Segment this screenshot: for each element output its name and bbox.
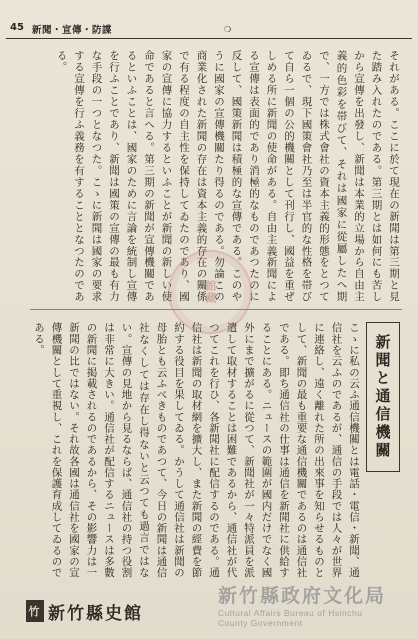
stamp-text: 館藏 — [204, 280, 217, 304]
watermark-en-line2: County Government — [218, 618, 303, 628]
page-header — [6, 22, 412, 39]
watermark-cn: 新竹縣政府文化局 — [218, 585, 387, 607]
page-number: 45 — [10, 22, 24, 33]
section-heading: 新聞と通信機關 — [366, 322, 400, 472]
footer-logo — [26, 596, 146, 626]
seal-icon: 竹 — [26, 600, 44, 622]
watermark-en-line1: Cultural Affairs Bureau of Hsinchu — [218, 608, 363, 618]
series-title: 新聞・宣傳・防諜 — [32, 25, 113, 36]
watermark — [218, 581, 414, 631]
header-mark-icon: ❍ — [224, 25, 232, 34]
body-text-lower: こゝに私の云ふ通信機關とは電話・電信・新聞、通信社を云ふのであるが、通信の手段では人々が世界に連絡し、遠く離れた所の出來事を知らせるものとして、新聞の最も重要な通信機關であるのは通信社である。即ち通信社の仕事は通信を新聞社に供給することにある。ニュースの範圍が國内だけでなく國外にまで擴がるに從つて、新聞社が一々特派員を派遣して取材することは困難であるから、通信社が代つてこれを行ひ、各新聞社に配信するのである。通信社は新聞の取材網を擴大し、また新聞の經費を節約する役目を果してゐる。かうして通信社は新聞の母胎とも云ふべきものであつて、今日の新聞は通信社なくしては存在し得ないと云つても過言ではない。宣傳の見地から見るならば、通信社の持つ役割は非常に大きい。通信社が配信するニュースは多數の新聞に掲載されるのであるから、その影響力は一新聞の比ではない。それ故各國は通信社を國家の宣傳機關として重視し、これを保護育成してゐるのである。 — [33, 322, 360, 578]
body-text-upper: それがある。ここに於て現在の新聞は第三期と見た踏み入れたのである。第三期とは如何にも苦しから宣傳を出發し、新聞は本業的立場から自由主義的色彩を帯びて、それは國家に從屬したへ期で、一方では株式會社の資本主義的形態をとつてゐるで、現下國策會社乃至は半官的な性格を帯びて自ら一個の公的機關として刊行し、國益を重ぜしめる所に新聞の使命がある。自由主義新聞による宣傳は表面的であり消極的なものであつたのに反して、國策新聞は積極的な宣傳である。このやうに國家の宣傳機關たり得るのである。勿論この商業化された新聞の存在は資本主義的存在の關係で有る程度の自主性を保持してゐたのであり、國家の宣傳に協力するといふことが新聞の新しい使命であると言へる。第三期の新聞が宣傳機關であるといふことは、國家のために言論を統制し宣傳を行ふことであり、新聞は國策の宣傳の最も有力な手段の一つとなつた。こゝに新聞は國家の要求する宣傳を行ふ義務を有することとなつたのである。 — [55, 50, 400, 302]
footer-logo-text: 新竹縣史館 — [48, 603, 143, 624]
